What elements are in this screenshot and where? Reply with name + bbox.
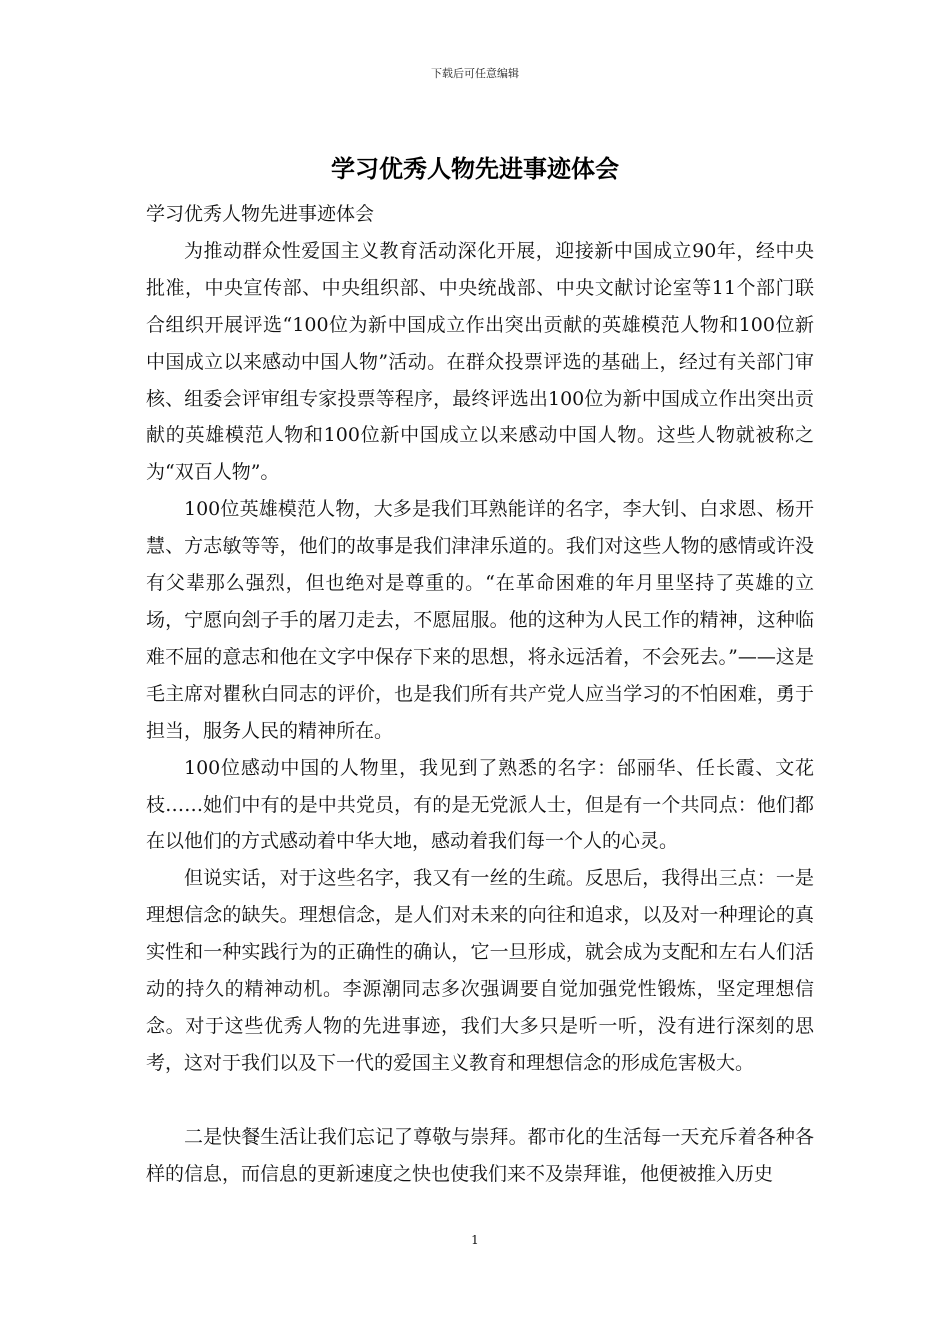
paragraph-4: 但说实话，对于这些名字，我又有一丝的生疏。反思后，我得出三点：一是理想信念的缺失。理想信念，是人们对未来的向往和追求，以及对一种理论的真实性和一种实践行为的正确性的确认，它一旦形成，就会成为支配和左右人们活动的持久的精神动机。李源潮同志多次强调要自觉加强党性锻炼，坚定理想信念。对于这些优秀人物的先进事迹，我们大多只是听一听，没有进行深刻的思考，这对于我们以及下一代的爱国主义教育和理想信念的形成危害极大。 [146,867,814,1074]
document-title: 学习优秀人物先进事迹体会 [331,154,619,183]
document-subtitle: 学习优秀人物先进事迹体会 [146,203,375,225]
paragraph-3: 100位感动中国的人物里，我见到了熟悉的名字：邰丽华、任长霞、文花枝……她们中有的是中共党员，有的是无党派人士，但是有一个共同点：他们都在以他们的方式感动着中华大地，感动着我们每一个人的心灵。 [146,756,814,853]
paragraph-5: 二是快餐生活让我们忘记了尊敬与崇拜。都市化的生活每一天充斥着各种各样的信息，而信息的更新速度之快也使我们来不及崇拜谁，他便被推入历史 [146,1125,814,1185]
paragraph-1: 为推动群众性爱国主义教育活动深化开展，迎接新中国成立90年，经中央批准，中央宣传部、中央组织部、中央统战部、中央文献讨论室等11个部门联合组织开展评选“100位为新中国成立作出突出贡献的英雄模范人物和100位新中国成立以来感动中国人物”活动。在群众投票评选的基础上，经过有关部门审核、组委会评审组专家投票等程序，最终评选出100位为新中国成立作出突出贡献的英雄模范人物和100位新中国成立以来感动中国人物。这些人物就被称之为“双百人物”。 [146,239,814,484]
document-body [146,196,814,1193]
paragraph-spacer [146,1082,814,1119]
header-note: 下载后可任意编辑 [431,67,519,80]
page-number: 1 [471,1233,479,1247]
paragraph-2: 100位英雄模范人物，大多是我们耳熟能详的名字，李大钊、白求恩、杨开慧、方志敏等等，他们的故事是我们津津乐道的。我们对这些人物的感情或许没有父辈那么强烈，但也绝对是尊重的。“在革命困难的年月里坚持了英雄的立场，宁愿向刽子手的屠刀走去，不愿屈服。他的这种为人民工作的精神，这种临难不屈的意志和他在文字中保存下来的思想，将永远活着，不会死去。”——这是毛主席对瞿秋白同志的评价，也是我们所有共产党人应当学习的不怕困难，勇于担当，服务人民的精神所在。 [146,498,814,742]
